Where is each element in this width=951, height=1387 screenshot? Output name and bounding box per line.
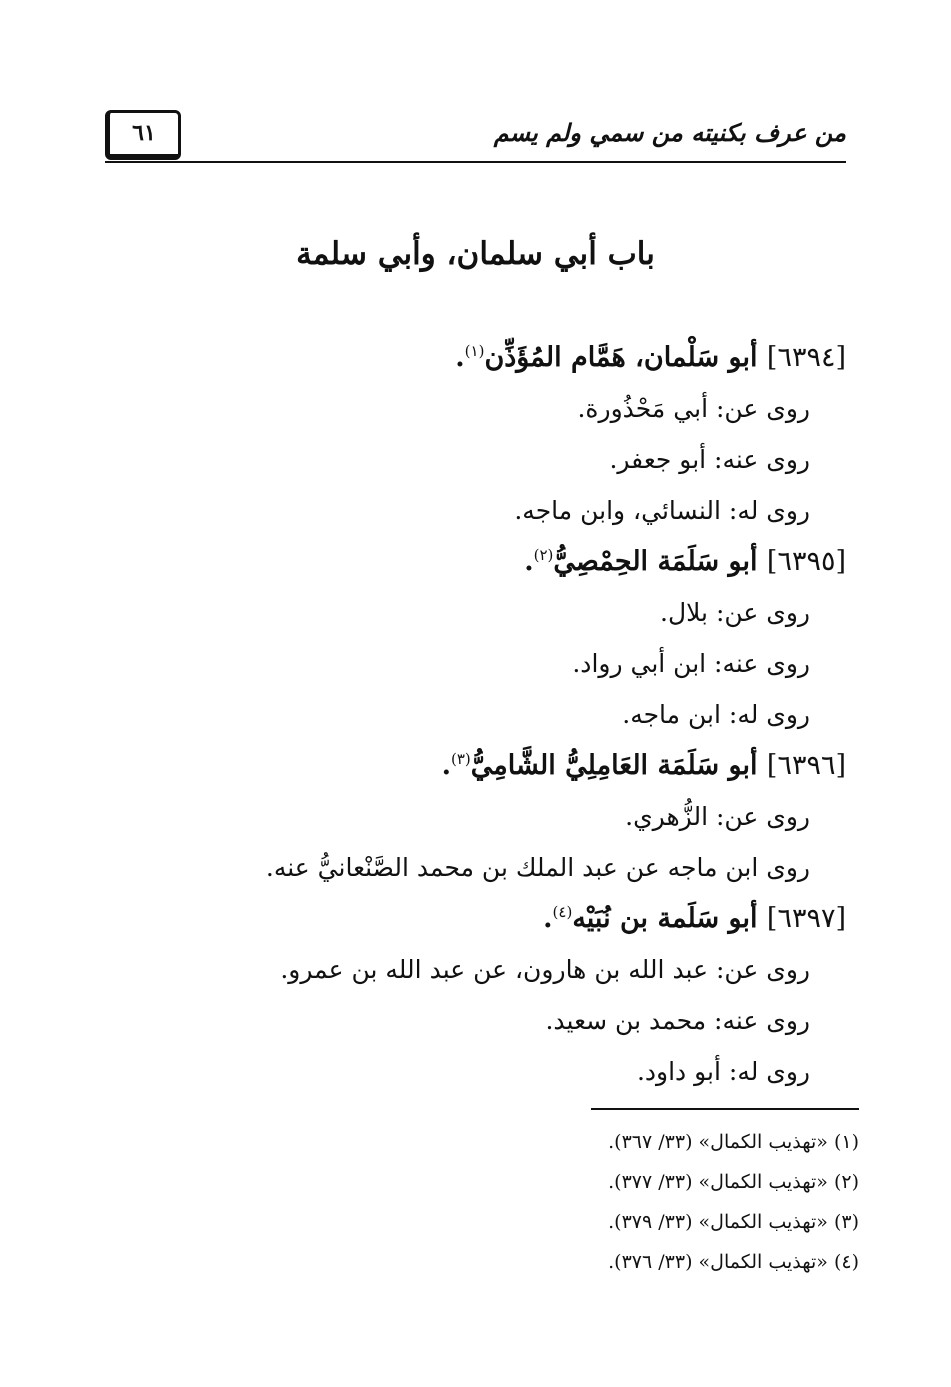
entry-name: أبو سَلْمان، هَمَّام المُؤَذِّن <box>484 342 758 373</box>
entry-number: [٦٣٩٥] <box>766 546 846 577</box>
footnote-ref: (١) <box>464 342 485 360</box>
entry-heading: [٦٣٩٥] أبو سَلَمَة الحِمْصِيُّ$^{(٢)}$. <box>524 546 846 577</box>
entries <box>196 332 846 1097</box>
entry-number: [٦٣٩٧] <box>766 903 846 934</box>
footnote: (٣) «تهذيب الكمال» (٣٣/ ٣٧٩). <box>608 1211 859 1233</box>
narration-line: روى عنه: ابن أبي رواد. <box>572 649 810 678</box>
narration-line: روى عن: عبد الله بن هارون، عن عبد الله بن عمرو. <box>280 955 810 984</box>
footnote-ref: (٢) <box>533 546 554 564</box>
narration-line: روى عن: بلال. <box>660 598 810 627</box>
footnotes <box>259 1122 859 1282</box>
entry-number: [٦٣٩٤] <box>766 342 846 373</box>
narration-line: روى ابن ماجه عن عبد الملك بن محمد الصَّنْعانيُّ عنه. <box>265 853 810 882</box>
footnote: (١) «تهذيب الكمال» (٣٣/ ٣٦٧). <box>608 1131 859 1153</box>
narration-line: روى عن: الزُّهري. <box>625 802 810 831</box>
footnote: (٢) «تهذيب الكمال» (٣٣/ ٣٧٧). <box>608 1171 859 1193</box>
entry-name: أبو سَلَمة بن نُبَيْه <box>572 903 758 934</box>
narration-line: روى عن: أبي مَحْذُورة. <box>577 394 810 423</box>
page-number-box <box>105 110 181 160</box>
header-rule <box>105 161 846 163</box>
narration-line: روى عنه: محمد بن سعيد. <box>545 1006 810 1035</box>
footnote-ref: (٣) <box>450 750 471 768</box>
entry-name: أبو سَلَمَة العَامِلِيُّ الشَّامِيُّ <box>470 750 758 781</box>
narration-line: روى له: ابن ماجه. <box>622 700 810 729</box>
narration-line: روى له: أبو داود. <box>636 1057 810 1086</box>
entry-heading: [٦٣٩٤] أبو سَلْمان، هَمَّام المُؤَذِّن$^{(١)}$. <box>455 342 846 373</box>
footnote-rule <box>591 1108 859 1110</box>
narration-line: روى عنه: أبو جعفر. <box>609 445 810 474</box>
footnote: (٤) «تهذيب الكمال» (٣٣/ ٣٧٦). <box>608 1251 859 1273</box>
narration-line: روى له: النسائي، وابن ماجه. <box>514 496 810 525</box>
entry-number: [٦٣٩٦] <box>766 750 846 781</box>
entry-name: أبو سَلَمَة الحِمْصِيُّ <box>553 546 758 577</box>
page-number: ٦١ <box>132 120 156 146</box>
running-header: من عرف بكنيته من سمي ولم يسم <box>493 118 846 147</box>
entry-heading: [٦٣٩٦] أبو سَلَمَة العَامِلِيُّ الشَّامِيُّ$^{(٣)}$. <box>441 750 846 781</box>
footnote-ref: (٤) <box>552 903 573 921</box>
entry-heading: [٦٣٩٧] أبو سَلَمة بن نُبَيْه$^{(٤)}$. <box>543 903 846 934</box>
chapter-title: باب أبي سلمان، وأبي سلمة <box>296 236 655 272</box>
